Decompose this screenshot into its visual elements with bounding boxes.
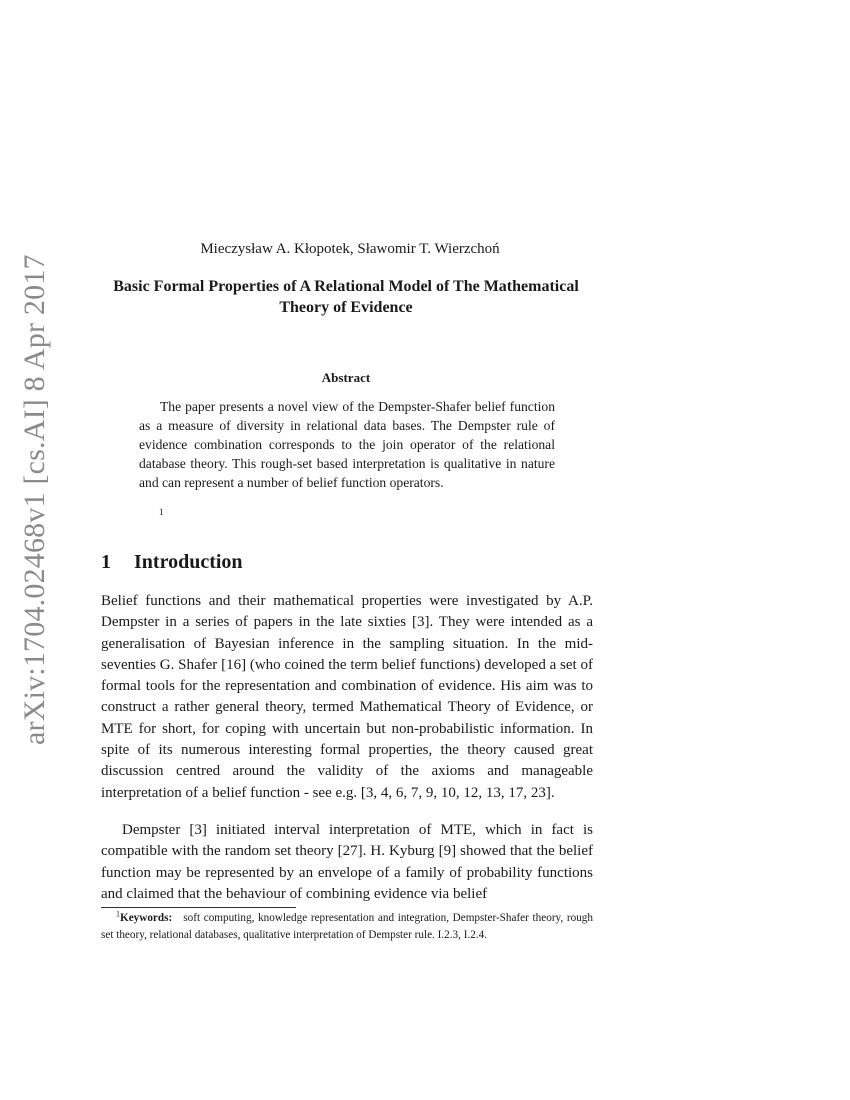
abstract-body: The paper presents a novel view of the Dempster-Shafer belief function as a measure of diversity in relational data bases. The Dempster rule of evidence combination corresponds to the join operator of the relational database theory. This rough-set based interpretation is qualitative in nature and can represent a number of belief function operators. [139,399,555,490]
footnote-keywords-text: soft computing, knowledge representation and integration, Dempster-Shafer theory, rough set theory, relational databases, qualitative interpretation of Dempster rule. I.2.3, I.2.4. [101,912,593,941]
section-number: 1 [101,551,111,573]
abstract-footnote-mark: 1 [159,507,164,517]
footnote [101,910,593,944]
arxiv-side-stamp: arXiv:1704.02468v1 [cs.AI] 8 Apr 2017 [18,254,51,745]
footnote-mark: 1 [116,909,120,919]
body-paragraph-2: Dempster [3] initiated interval interpretation of MTE, which in fact is compatible with the random set theory [27]. H. Kyburg [9] showed that the belief function may be represented by an envelope of a family of probability functions and claimed that the behaviour of combining evidence via belief [101,822,593,902]
abstract-heading: Abstract [321,370,371,385]
footnote-keywords-label: Keywords: [120,912,173,924]
paper-title: Basic Formal Properties of A Relational Model of The Mathematical Theory of Evidence [113,278,579,316]
section-title: Introduction [134,551,243,573]
body-paragraph-1: Belief functions and their mathematical properties were investigated by A.P. Dempster in a series of papers in the late sixties [3]. They were intended as a generalisation of Bayesian inference in the sampling situation. In the mid-seventies G. Shafer [16] (who coined the term belief functions) developed a set of formal tools for the representation and combination of evidence. His aim was to construct a rather general theory, termed Mathematical Theory of Evidence, or MTE for short, for coping with uncertain but non-probabilistic information. In spite of its numerous interesting formal properties, the theory caused great discussion centred around the validity of the axioms and manageable interpretation of a belief function - see e.g. [3, 4, 6, 7, 9, 10, 12, 13, 17, 23]. [101,593,593,801]
footnote-rule [101,907,296,908]
paper-authors: Mieczysław A. Kłopotek, Sławomir T. Wierzchoń [200,241,500,257]
section-heading-introduction [101,551,243,574]
